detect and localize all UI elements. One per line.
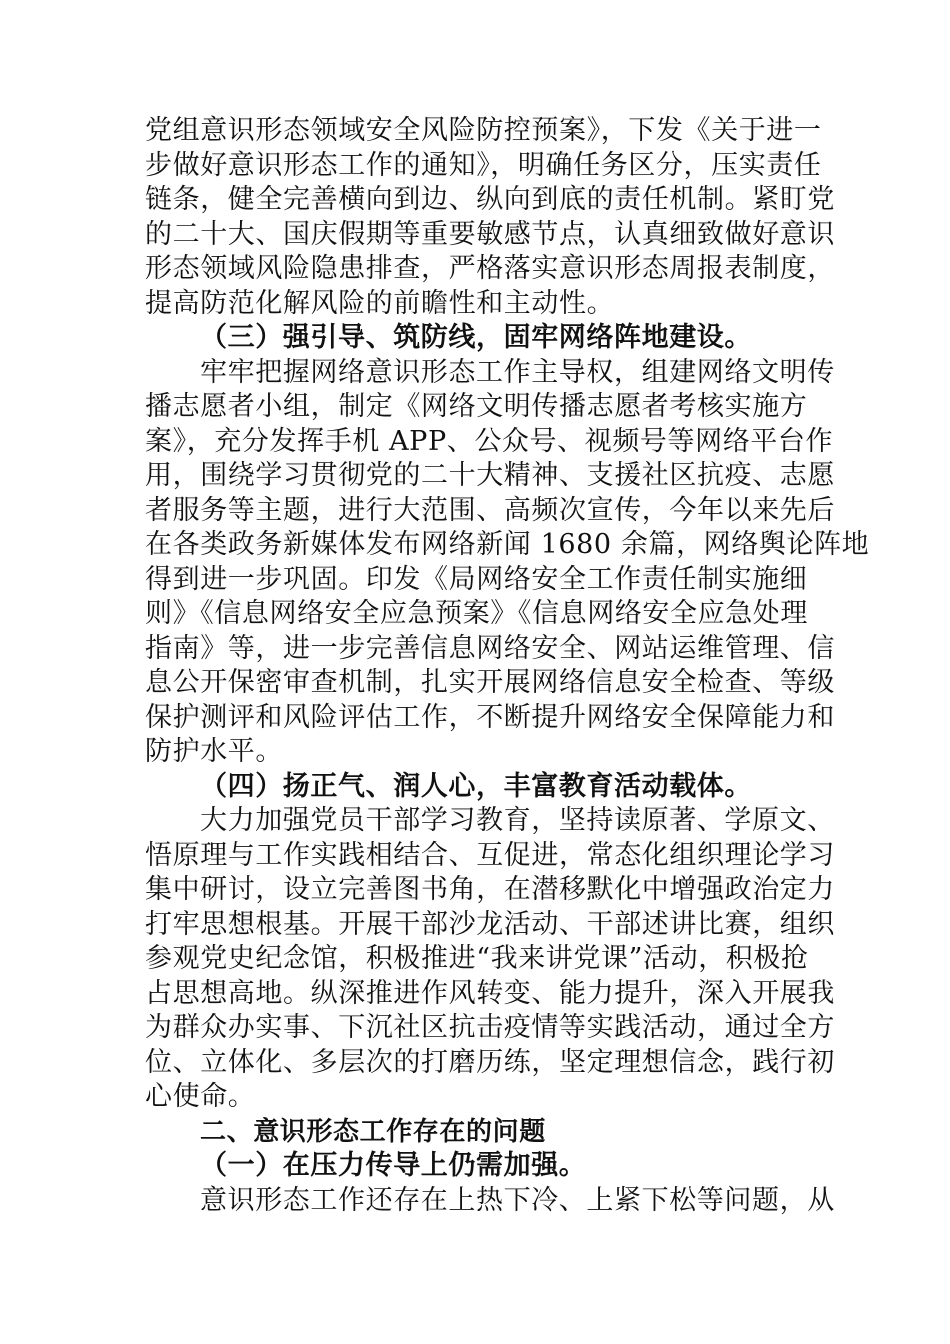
- section-heading: [145, 1115, 807, 1150]
- text-line: 防护水平。: [145, 736, 283, 767]
- text-line: 形态领域风险隐患排查，严格落实意识形态周报表制度，: [145, 253, 835, 284]
- document-body: [145, 114, 870, 1218]
- text-line: 悟原理与工作实践相结合、互促进，常态化组织理论学习: [145, 839, 835, 871]
- text-line: 链条，健全完善横向到边、纵向到底的责任机制。紧盯党: [145, 184, 835, 215]
- text-line: 意识形态工作还存在上热下冷、上紧下松等问题，从: [200, 1184, 835, 1216]
- text-line: 者服务等主题，进行大范围、高频次宣传，今年以来先后: [145, 494, 835, 526]
- subheading: [145, 321, 807, 356]
- text-line: 在各类政务新媒体发布网络新闻 1680 余篇，网络舆论阵地: [145, 529, 870, 560]
- text-line: 保护测评和风险评估工作，不断提升网络安全保障能力和: [145, 701, 835, 733]
- text-line: 集中研讨，设立完善图书角，在潜移默化中增强政治定力: [145, 874, 835, 905]
- text-line: 为群众办实事、下沉社区抗击疫情等实践活动，通过全方: [145, 1012, 835, 1043]
- text-line: 牢牢把握网络意识形态工作主导权，组建网络文明传: [200, 356, 835, 388]
- section-heading-text: 二、意识形态工作存在的问题: [200, 1116, 546, 1147]
- body-paragraph: [145, 1184, 835, 1219]
- body-paragraph: [145, 114, 835, 321]
- text-line: 提高防范化解风险的前瞻性和主动性。: [145, 287, 615, 319]
- text-line: 则》《信息网络安全应急预案》《信息网络安全应急处理: [145, 598, 808, 629]
- body-paragraph: [145, 356, 870, 770]
- text-line: 息公开保密审查机制，扎实开展网络信息安全检查、等级: [145, 667, 835, 698]
- text-line: 参观党史纪念馆，积极推进“我来讲党课”活动，积极抢: [145, 943, 809, 974]
- text-line: 指南》等，进一步完善信息网络安全、网站运维管理、信: [145, 632, 835, 664]
- subheading-text: （三）强引导、筑防线，固牢网络阵地建设。: [200, 322, 752, 353]
- subheading-text: （四）扬正气、润人心，丰富教育活动载体。: [200, 770, 752, 802]
- text-line: 步做好意识形态工作的通知》，明确任务区分，压实责任: [145, 149, 822, 181]
- subheading: [145, 1149, 807, 1184]
- text-line: 得到进一步巩固。印发《局网络安全工作责任制实施细: [145, 563, 808, 595]
- text-line: 位、立体化、多层次的打磨历练，坚定理想信念，践行初: [145, 1046, 835, 1078]
- subheading: [145, 770, 807, 805]
- subheading-text: （一）在压力传导上仍需加强。: [200, 1150, 587, 1181]
- text-line: 心使命。: [145, 1081, 256, 1112]
- text-line: 用，围绕学习贯彻党的二十大精神、支援社区抗疫、志愿: [145, 460, 835, 491]
- text-line: 大力加强党员干部学习教育，坚持读原著、学原文、: [200, 805, 835, 836]
- text-line: 打牢思想根基。开展干部沙龙活动、干部述讲比赛，组织: [145, 908, 835, 940]
- text-line: 的二十大、国庆假期等重要敏感节点，认真细致做好意识: [145, 218, 835, 250]
- text-line: 播志愿者小组，制定《网络文明传播志愿者考核实施方: [145, 391, 808, 422]
- text-line: 党组意识形态领域安全风险防控预案》，下发《关于进一: [145, 115, 822, 146]
- text-line: 案》，充分发挥手机 APP、公众号、视频号等网络平台作: [145, 425, 834, 457]
- body-paragraph: [145, 804, 835, 1115]
- text-line: 占思想高地。纵深推进作风转变、能力提升，深入开展我: [145, 977, 835, 1009]
